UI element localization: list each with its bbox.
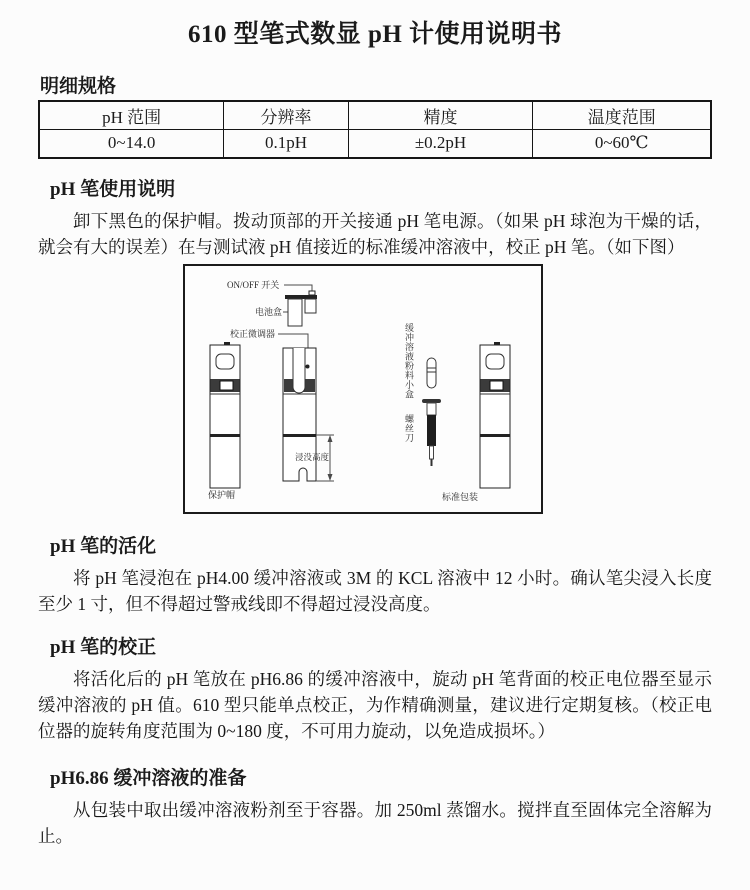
spec-header-row xyxy=(39,101,711,130)
usage-paragraph: 卸下黑色的保护帽。拨动顶部的开关接通 pH 笔电源。（如果 pH 球泡为干燥的话，就会有大的误差）在与测试液 pH 值接近的标准缓冲溶液中，校正 pH 笔。（如下图） xyxy=(38,210,712,257)
activation-paragraph: 将 pH 笔浸泡在 pH4.00 缓冲溶液或 3M 的 KCL 溶液中 12 小时。确认笔尖浸入长度至少 1 寸，但不得超过警戒线即不得超过浸没高度。 xyxy=(38,567,712,614)
spec-value-row xyxy=(39,130,711,158)
page-title: 610 型笔式数显 pH 计使用说明书 xyxy=(187,21,563,48)
spec-value-resolution: 0.1pH xyxy=(224,130,348,158)
trimmer-slot xyxy=(293,348,305,393)
device-diagram xyxy=(183,264,543,514)
label-protective-cap: 保护帽 xyxy=(208,489,236,500)
spec-section-heading: 明细规格 xyxy=(40,76,117,97)
label-calibration-trimmer: 校正微调器 xyxy=(230,328,276,339)
label-on-off-switch: ON/OFF 开关 xyxy=(227,279,280,290)
spec-col-header-accuracy: 精度 xyxy=(348,101,533,130)
spec-col-header-resolution: 分辨率 xyxy=(224,101,348,130)
dimension-arrow-down xyxy=(328,474,333,481)
usage-section-heading: pH 笔使用说明 xyxy=(50,178,176,200)
spec-value-accuracy: ±0.2pH xyxy=(348,130,533,158)
spec-col-header-ph-range: pH 范围 xyxy=(39,101,224,130)
calibration-paragraph: 将活化后的 pH 笔放在 pH6.86 的缓冲溶液中，旋动 pH 笔背面的校正电位器至显示缓冲溶液的 pH 值。610 型只能单点校正，为作精确测量，建议进行定期复核。（校正电位器的旋转角度范围为 0~180 度，不可用力旋动，以免造成损坏。） xyxy=(38,668,712,741)
label-battery-box: 电池盒 xyxy=(255,306,283,317)
pen-standard-package xyxy=(480,342,510,488)
label-standard-package: 标准包装 xyxy=(442,491,479,502)
buffer-prep-paragraph: 从包装中取出缓冲溶液粉剂至于容器。加 250ml 蒸馏水。搅拌直至固体完全溶解为止。 xyxy=(38,799,712,846)
calibration-section-heading: pH 笔的校正 xyxy=(50,636,157,658)
spec-value-ph-range: 0~14.0 xyxy=(39,130,224,158)
buffer-prep-section-heading: pH6.86 缓冲溶液的准备 xyxy=(50,767,247,789)
dimension-arrow-up xyxy=(328,435,333,442)
label-buffer-powder-box: 缓冲溶液粉料小盒 xyxy=(404,322,414,399)
spec-col-header-temp-range: 温度范围 xyxy=(533,101,711,130)
trimmer-dot xyxy=(306,364,310,368)
pen-with-cap xyxy=(210,342,240,488)
spec-table xyxy=(38,100,712,159)
screwdriver-drawing xyxy=(422,399,441,466)
battery-assembly xyxy=(285,291,317,326)
buffer-capsule-drawing xyxy=(427,358,436,388)
spec-value-temp-range: 0~60℃ xyxy=(533,130,711,158)
device-diagram-lineart xyxy=(185,266,545,516)
label-screwdriver: 螺丝刀 xyxy=(404,413,414,442)
label-immersion-height: 浸没高度 xyxy=(295,451,330,462)
activation-section-heading: pH 笔的活化 xyxy=(50,535,157,557)
